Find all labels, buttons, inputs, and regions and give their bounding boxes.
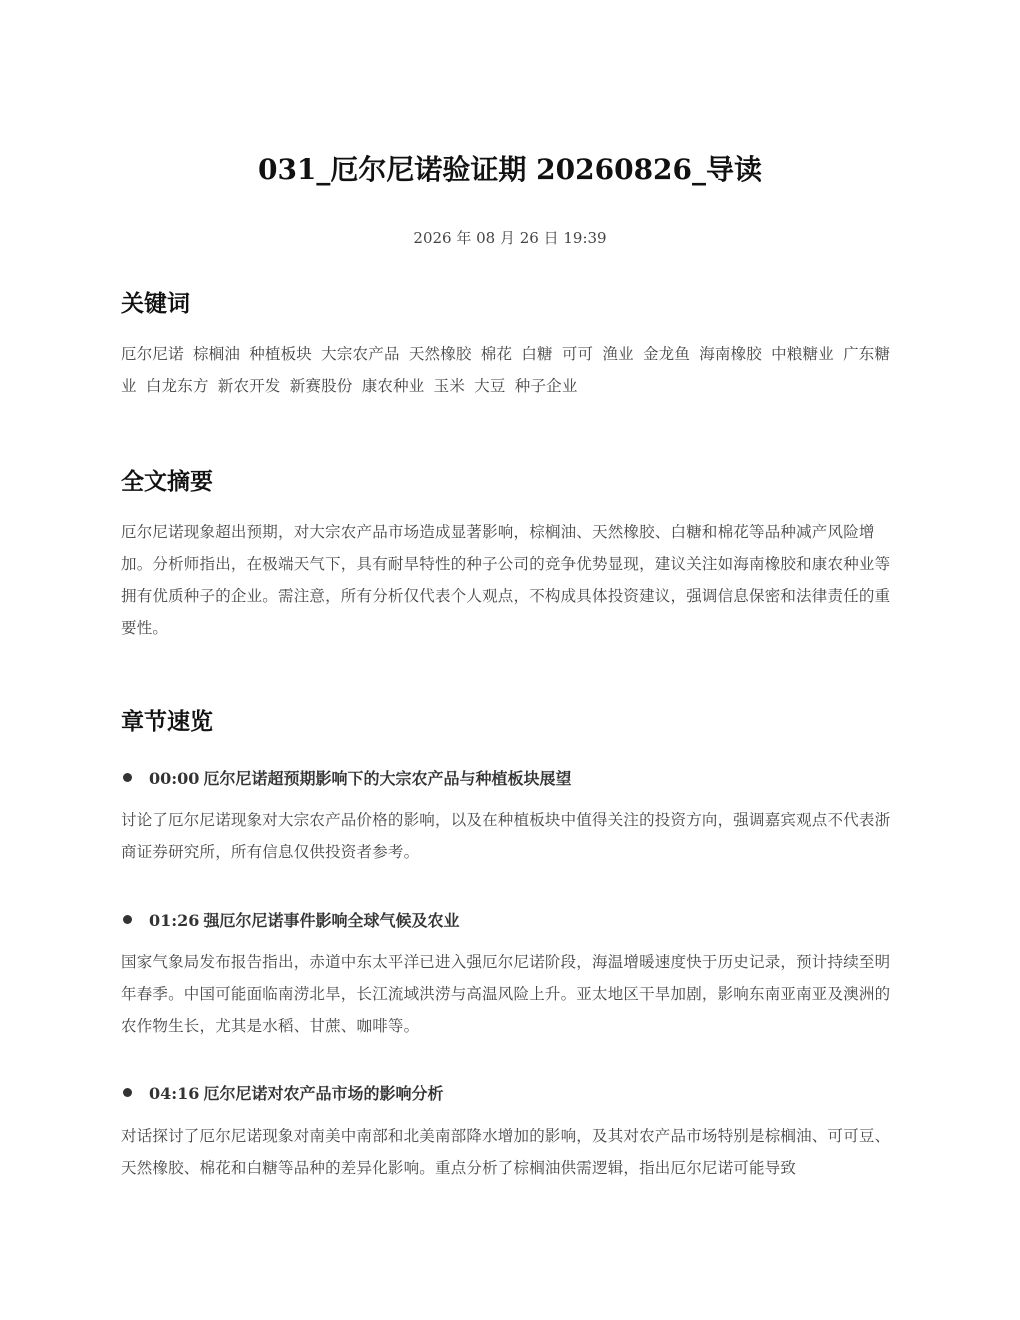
chapter-text: 对话探讨了厄尔尼诺现象对南美中南部和北美南部降水增加的影响，及其对农产品市场特别是棕榈油、可可豆、天然橡胶、棉花和白糖等品种的差异化影响。重点分析了棕榈油供需逻辑，指出厄尔尼诺可能导致 [121,1127,891,1177]
keyword-item: 新农开发 [217,377,281,395]
chapter-item-heading [121,909,899,933]
keyword-item: 新赛股份 [289,377,353,395]
document-title: 031_厄尔尼诺验证期 20260826_导读 [257,153,763,186]
bullet-icon [123,915,132,924]
keyword-item: 棉花 [480,345,513,363]
keyword-item: 白糖 [521,345,553,363]
keyword-item: 康农种业 [361,377,425,395]
chapter-timestamp: 01:26 [149,911,200,930]
chapters-heading: 章节速览 [121,709,213,735]
keywords-list [121,338,899,402]
keyword-item: 种子企业 [514,377,578,395]
keywords-heading: 关键词 [121,291,190,317]
chapter-text: 国家气象局发布报告指出，赤道中东太平洋已进入强厄尔尼诺阶段，海温增暖速度快于历史记录，预计持续至明年春季。中国可能面临南涝北旱，长江流域洪涝与高温风险上升。亚太地区干旱加剧，影响东南亚南亚及澳洲的农作物生长，尤其是水稻、甘蔗、咖啡等。 [121,953,891,1035]
keyword-item: 金龙鱼 [642,345,691,363]
chapter-title: 厄尔尼诺对农产品市场的影响分析 [203,1084,444,1103]
chapter-text: 讨论了厄尔尼诺现象对大宗农产品价格的影响，以及在种植板块中值得关注的投资方向，强调嘉宾观点不代表浙商证券研究所，所有信息仅供投资者参考。 [121,811,891,861]
keyword-item: 广东糖业 [121,345,891,395]
keyword-item: 大豆 [474,377,506,395]
summary-text: 厄尔尼诺现象超出预期，对大宗农产品市场造成显著影响，棕榈油、天然橡胶、白糖和棉花等品种减产风险增加。分析师指出，在极端天气下，具有耐旱特性的种子公司的竞争优势显现，建议关注如海南橡胶和康农种业等拥有优质种子的企业。需注意，所有分析仅代表个人观点，不构成具体投资建议，强调信息保密和法律责任的重要性。 [121,523,891,637]
chapter-item-heading [121,1082,899,1106]
summary-heading: 全文摘要 [121,469,213,495]
chapter-item-heading [121,767,899,791]
keyword-item: 天然橡胶 [408,345,472,363]
chapter-timestamp: 00:00 [149,769,200,788]
keyword-item: 可可 [561,345,594,363]
keyword-item: 玉米 [433,377,466,395]
keyword-item: 海南橡胶 [699,345,763,363]
keyword-item: 渔业 [602,345,634,363]
document-date: 2026 年 08 月 26 日 19:39 [413,229,607,247]
keyword-item: 厄尔尼诺 [121,345,184,363]
chapter-title: 强厄尔尼诺事件影响全球气候及农业 [203,911,460,930]
bullet-icon [123,773,132,782]
keyword-item: 棕榈油 [192,345,241,363]
keyword-item: 中粮糖业 [771,345,834,363]
keyword-item: 大宗农产品 [321,345,400,363]
chapter-title: 厄尔尼诺超预期影响下的大宗农产品与种植板块展望 [203,769,572,788]
bullet-icon [123,1088,132,1097]
keyword-item: 种植板块 [249,345,313,363]
keyword-item: 白龙东方 [145,377,209,395]
chapter-timestamp: 04:16 [149,1084,200,1103]
